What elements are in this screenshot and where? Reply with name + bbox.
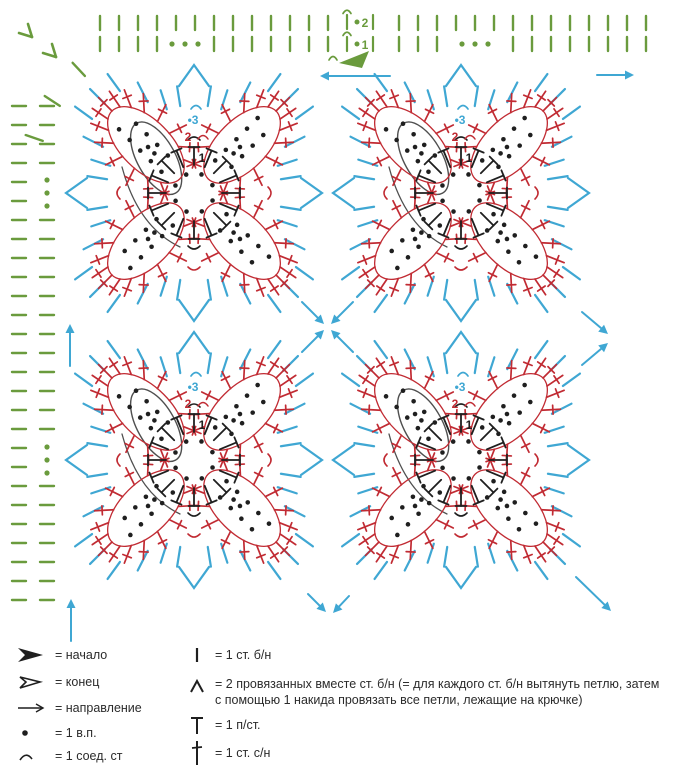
svg-text:1: 1 bbox=[465, 151, 473, 165]
svg-text:1: 1 bbox=[198, 151, 206, 165]
legend-item-half-double bbox=[188, 714, 261, 736]
svg-text:2: 2 bbox=[451, 130, 459, 144]
legend-label: = 2 провязанных вместе ст. б/н (= для каждого ст. б/н вытянуть петлю, затем с помощью 1 накида провязать все петли, лежащие на крючке) bbox=[215, 677, 660, 707]
legend-label: = конец bbox=[55, 675, 100, 689]
legend-label: = 1 п/ст. bbox=[215, 718, 261, 732]
svg-text:2: 2 bbox=[361, 16, 369, 30]
slip-stitch-icon bbox=[16, 749, 46, 763]
legend-label: = 1 в.п. bbox=[55, 726, 97, 740]
legend-label: = 1 соед. ст bbox=[55, 749, 123, 763]
svg-text:2: 2 bbox=[451, 397, 459, 411]
legend-item-single-crochet bbox=[188, 646, 271, 664]
half-double-crochet-icon bbox=[188, 714, 206, 736]
svg-text:2: 2 bbox=[184, 397, 192, 411]
legend-item-slip-stitch bbox=[16, 748, 122, 764]
legend-item-double-crochet bbox=[188, 740, 270, 766]
legend-label: = 1 ст. с/н bbox=[215, 746, 271, 760]
legend-item-sc2tog bbox=[188, 676, 663, 708]
svg-text:•3: •3 bbox=[454, 113, 466, 127]
svg-text:1: 1 bbox=[198, 418, 206, 432]
legend-item-chain bbox=[16, 725, 97, 741]
start-arrow-icon bbox=[16, 646, 46, 664]
svg-text:•3: •3 bbox=[187, 113, 199, 127]
direction-arrow-icon bbox=[16, 699, 46, 717]
svg-text:•3: •3 bbox=[454, 380, 466, 394]
single-crochet-icon bbox=[188, 646, 206, 664]
legend-item-end bbox=[16, 673, 99, 691]
sc2tog-icon bbox=[188, 678, 206, 694]
legend-label: = направление bbox=[55, 701, 142, 715]
legend bbox=[0, 640, 676, 768]
svg-text:1: 1 bbox=[465, 418, 473, 432]
chain-stitch-icon bbox=[16, 726, 46, 740]
svg-text:1: 1 bbox=[361, 38, 369, 52]
legend-label: = 1 ст. б/н bbox=[215, 648, 272, 662]
double-crochet-icon bbox=[188, 740, 206, 766]
legend-item-direction bbox=[16, 699, 142, 717]
legend-item-start bbox=[16, 646, 107, 664]
svg-text:•3: •3 bbox=[187, 380, 199, 394]
legend-label: = начало bbox=[55, 648, 108, 662]
end-arrow-icon bbox=[16, 673, 46, 691]
svg-text:2: 2 bbox=[184, 130, 192, 144]
